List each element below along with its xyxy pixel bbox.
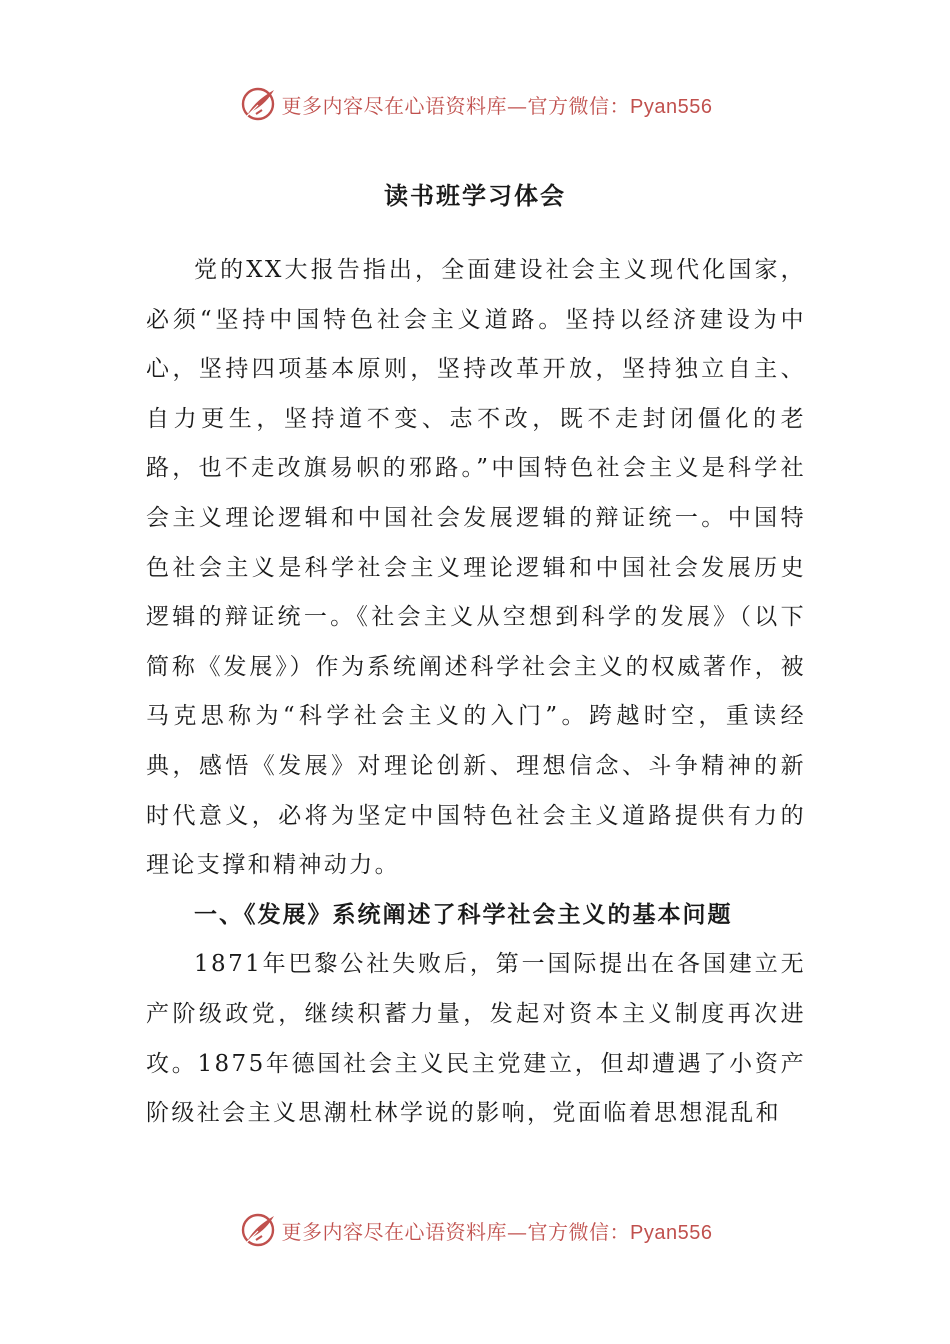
document-body: [146, 246, 806, 1139]
feather-pen-icon: [238, 1210, 278, 1250]
watermark-text: 更多内容尽在心语资料库—官方微信：Pyan556: [281, 1219, 713, 1244]
document-title: 读书班学习体会: [384, 182, 566, 210]
paragraph-intro: 党的XX大报告指出，全面建设社会主义现代化国家，必须“坚持中国特色社会主义道路。坚持以经济建设为中心，坚持四项基本原则，坚持改革开放，坚持独立自主、自力更生，坚持道不变、志不改，既不走封闭僵化的老路，也不走改旗易帜的邪路。”中国特色社会主义是科学社会主义理论逻辑和中国社会发展逻辑的辩证统一。中国特色社会主义是科学社会主义理论逻辑和中国社会发展历史逻辑的辩证统一。《社会主义从空想到科学的发展》（以下简称《发展》）作为系统阐述科学社会主义的权威著作，被马克思称为“科学社会主义的入门”。跨越时空，重读经典，感悟《发展》对理论创新、理想信念、斗争精神的新时代意义，必将为坚定中国特色社会主义道路提供有力的理论支撑和精神动力。: [146, 257, 806, 879]
watermark-text: 更多内容尽在心语资料库—官方微信：Pyan556: [281, 93, 713, 118]
footer-watermark: [0, 1208, 950, 1252]
paragraph-section-1: 1871年巴黎公社失败后，第一国际提出在各国建立无产阶级政党，继续积蓄力量，发起对资本主义制度再次进攻。1875年德国社会主义民主党建立，但却遭遇了小资产阶级社会主义思潮杜林学说的影响，党面临着思想混乱和: [146, 951, 806, 1127]
section-heading: 一、《发展》系统阐述了科学社会主义的基本问题: [194, 901, 733, 928]
watermark-wechat-id: Pyan556: [630, 1221, 713, 1244]
header-watermark: [0, 82, 950, 126]
feather-pen-icon: [238, 84, 278, 124]
watermark-wechat-id: Pyan556: [630, 95, 713, 118]
